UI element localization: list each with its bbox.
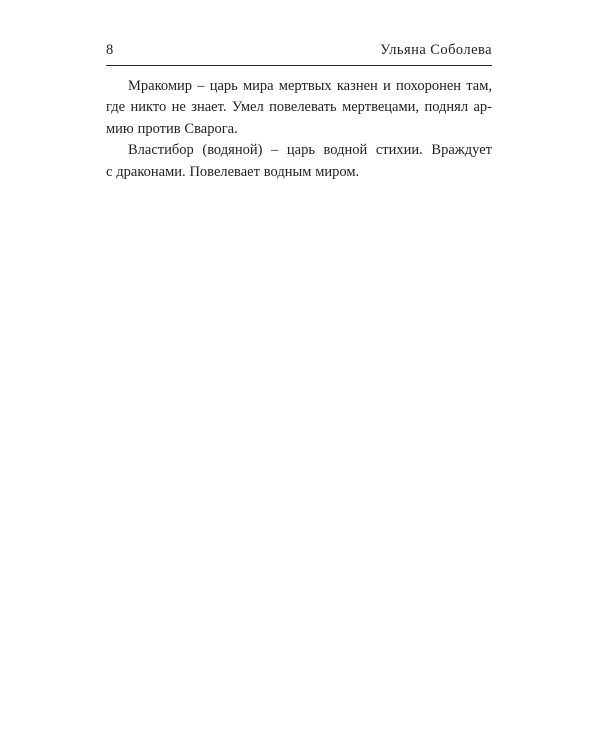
paragraph-mrakomir	[106, 76, 492, 140]
author-running-title: Ульяна Соболева	[380, 42, 492, 58]
main-text	[106, 76, 492, 183]
running-head	[106, 41, 492, 66]
text-line: с драконами. Повелевает водным миром.	[106, 163, 360, 180]
text-line: Властибор (водяной) – царь водной стихии. Враждует	[128, 142, 492, 159]
text-line: мию против Сварога.	[106, 120, 238, 137]
paragraph-vlastibor	[106, 140, 492, 183]
text-line: Мракомир – царь мира мертвых казнен и похоронен там,	[128, 78, 492, 94]
page-number: 8	[106, 42, 114, 58]
text-line: где никто не знает. Умел повелевать мертвецами, поднял ар-	[106, 99, 492, 116]
